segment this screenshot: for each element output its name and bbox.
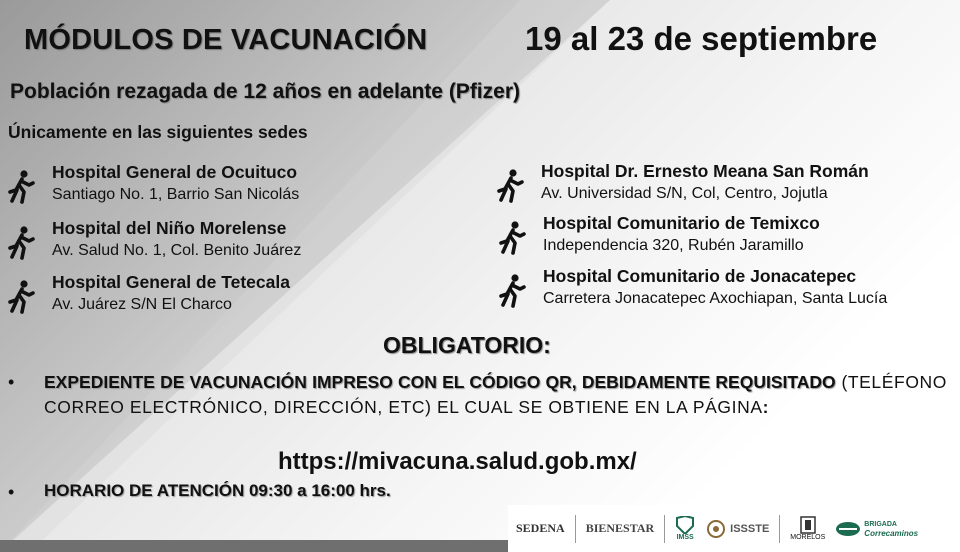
running-person-icon [6,170,36,204]
date-range: 19 al 23 de septiembre [525,20,878,57]
brigada-correcaminos-logo [835,520,918,538]
sedes-heading: Únicamente en las siguientes sedes [8,122,308,142]
issste-logo [705,519,769,539]
divider [575,515,576,543]
requirement-bold: EXPEDIENTE DE VACUNACIÓN IMPRESO CON EL CÓDIGO QR, DEBIDAMENTE REQUISITADO [44,372,836,392]
site-name: Hospital Comunitario de Temixco [543,213,820,233]
obligatorio-heading: OBLIGATORIO: [383,332,551,358]
site-address: Independencia 320, Rubén Jaramillo [543,237,804,254]
site-address: Santiago No. 1, Barrio San Nicolás [52,186,300,203]
site-name: Hospital General de Ocuituco [52,162,298,182]
running-person-icon [495,169,525,203]
site-name: Hospital Comunitario de Jonacatepec [543,266,857,286]
running-person-icon [497,221,527,255]
site-address: Av. Universidad S/N, Col, Centro, Jojutla [541,185,828,202]
imss-logo [675,516,695,541]
requirement-colon: : [762,397,769,417]
correcaminos-label: Correcaminos [864,528,919,538]
running-person-icon [6,280,36,314]
bottom-bar [0,540,508,552]
issste-emblem-icon [705,519,727,539]
brigada-label: BRIGADA [864,520,897,528]
footer-logos [508,505,960,552]
running-person-icon [497,274,527,308]
site-address: Carretera Jonacatepec Axochiapan, Santa Lucía [543,290,888,307]
roadrunner-icon [835,520,861,538]
imss-emblem-icon [675,516,695,534]
bienestar-logo: BIENESTAR [585,521,655,535]
site-address: Av. Juárez S/N El Charco [52,296,232,313]
issste-label: ISSSTE [730,522,770,535]
running-person-icon [6,226,36,260]
subtitle: Población rezagada de 12 años en adelante (Pfizer) [10,80,520,103]
vaccination-url[interactable]: https://mivacuna.salud.gob.mx/ [278,448,637,475]
imss-label: IMSS [676,534,694,541]
requirement-detail: (TELÉFONO CORREO ELECTRÓNICO, DIRECCIÓN, ETC) EL CUAL SE OBTIENE EN LA PÁGINA [44,372,947,417]
divider [664,515,665,543]
bullet: • [8,372,15,392]
divider [779,515,780,543]
bullet: • [8,482,15,502]
morelos-logo [790,516,825,541]
requirement-expediente [44,370,947,420]
page-title: MÓDULOS DE VACUNACIÓN [24,24,428,56]
morelos-emblem-icon [800,516,816,534]
horario-atencion: HORARIO DE ATENCIÓN 09:30 a 16:00 hrs. [44,481,391,500]
site-name: Hospital del Niño Morelense [52,218,287,238]
sedena-logo: SEDENA [516,521,565,535]
site-name: Hospital Dr. Ernesto Meana San Román [541,161,869,181]
morelos-label: MORELOS [790,534,826,541]
site-name: Hospital General de Tetecala [52,272,290,292]
site-address: Av. Salud No. 1, Col. Benito Juárez [52,242,302,259]
